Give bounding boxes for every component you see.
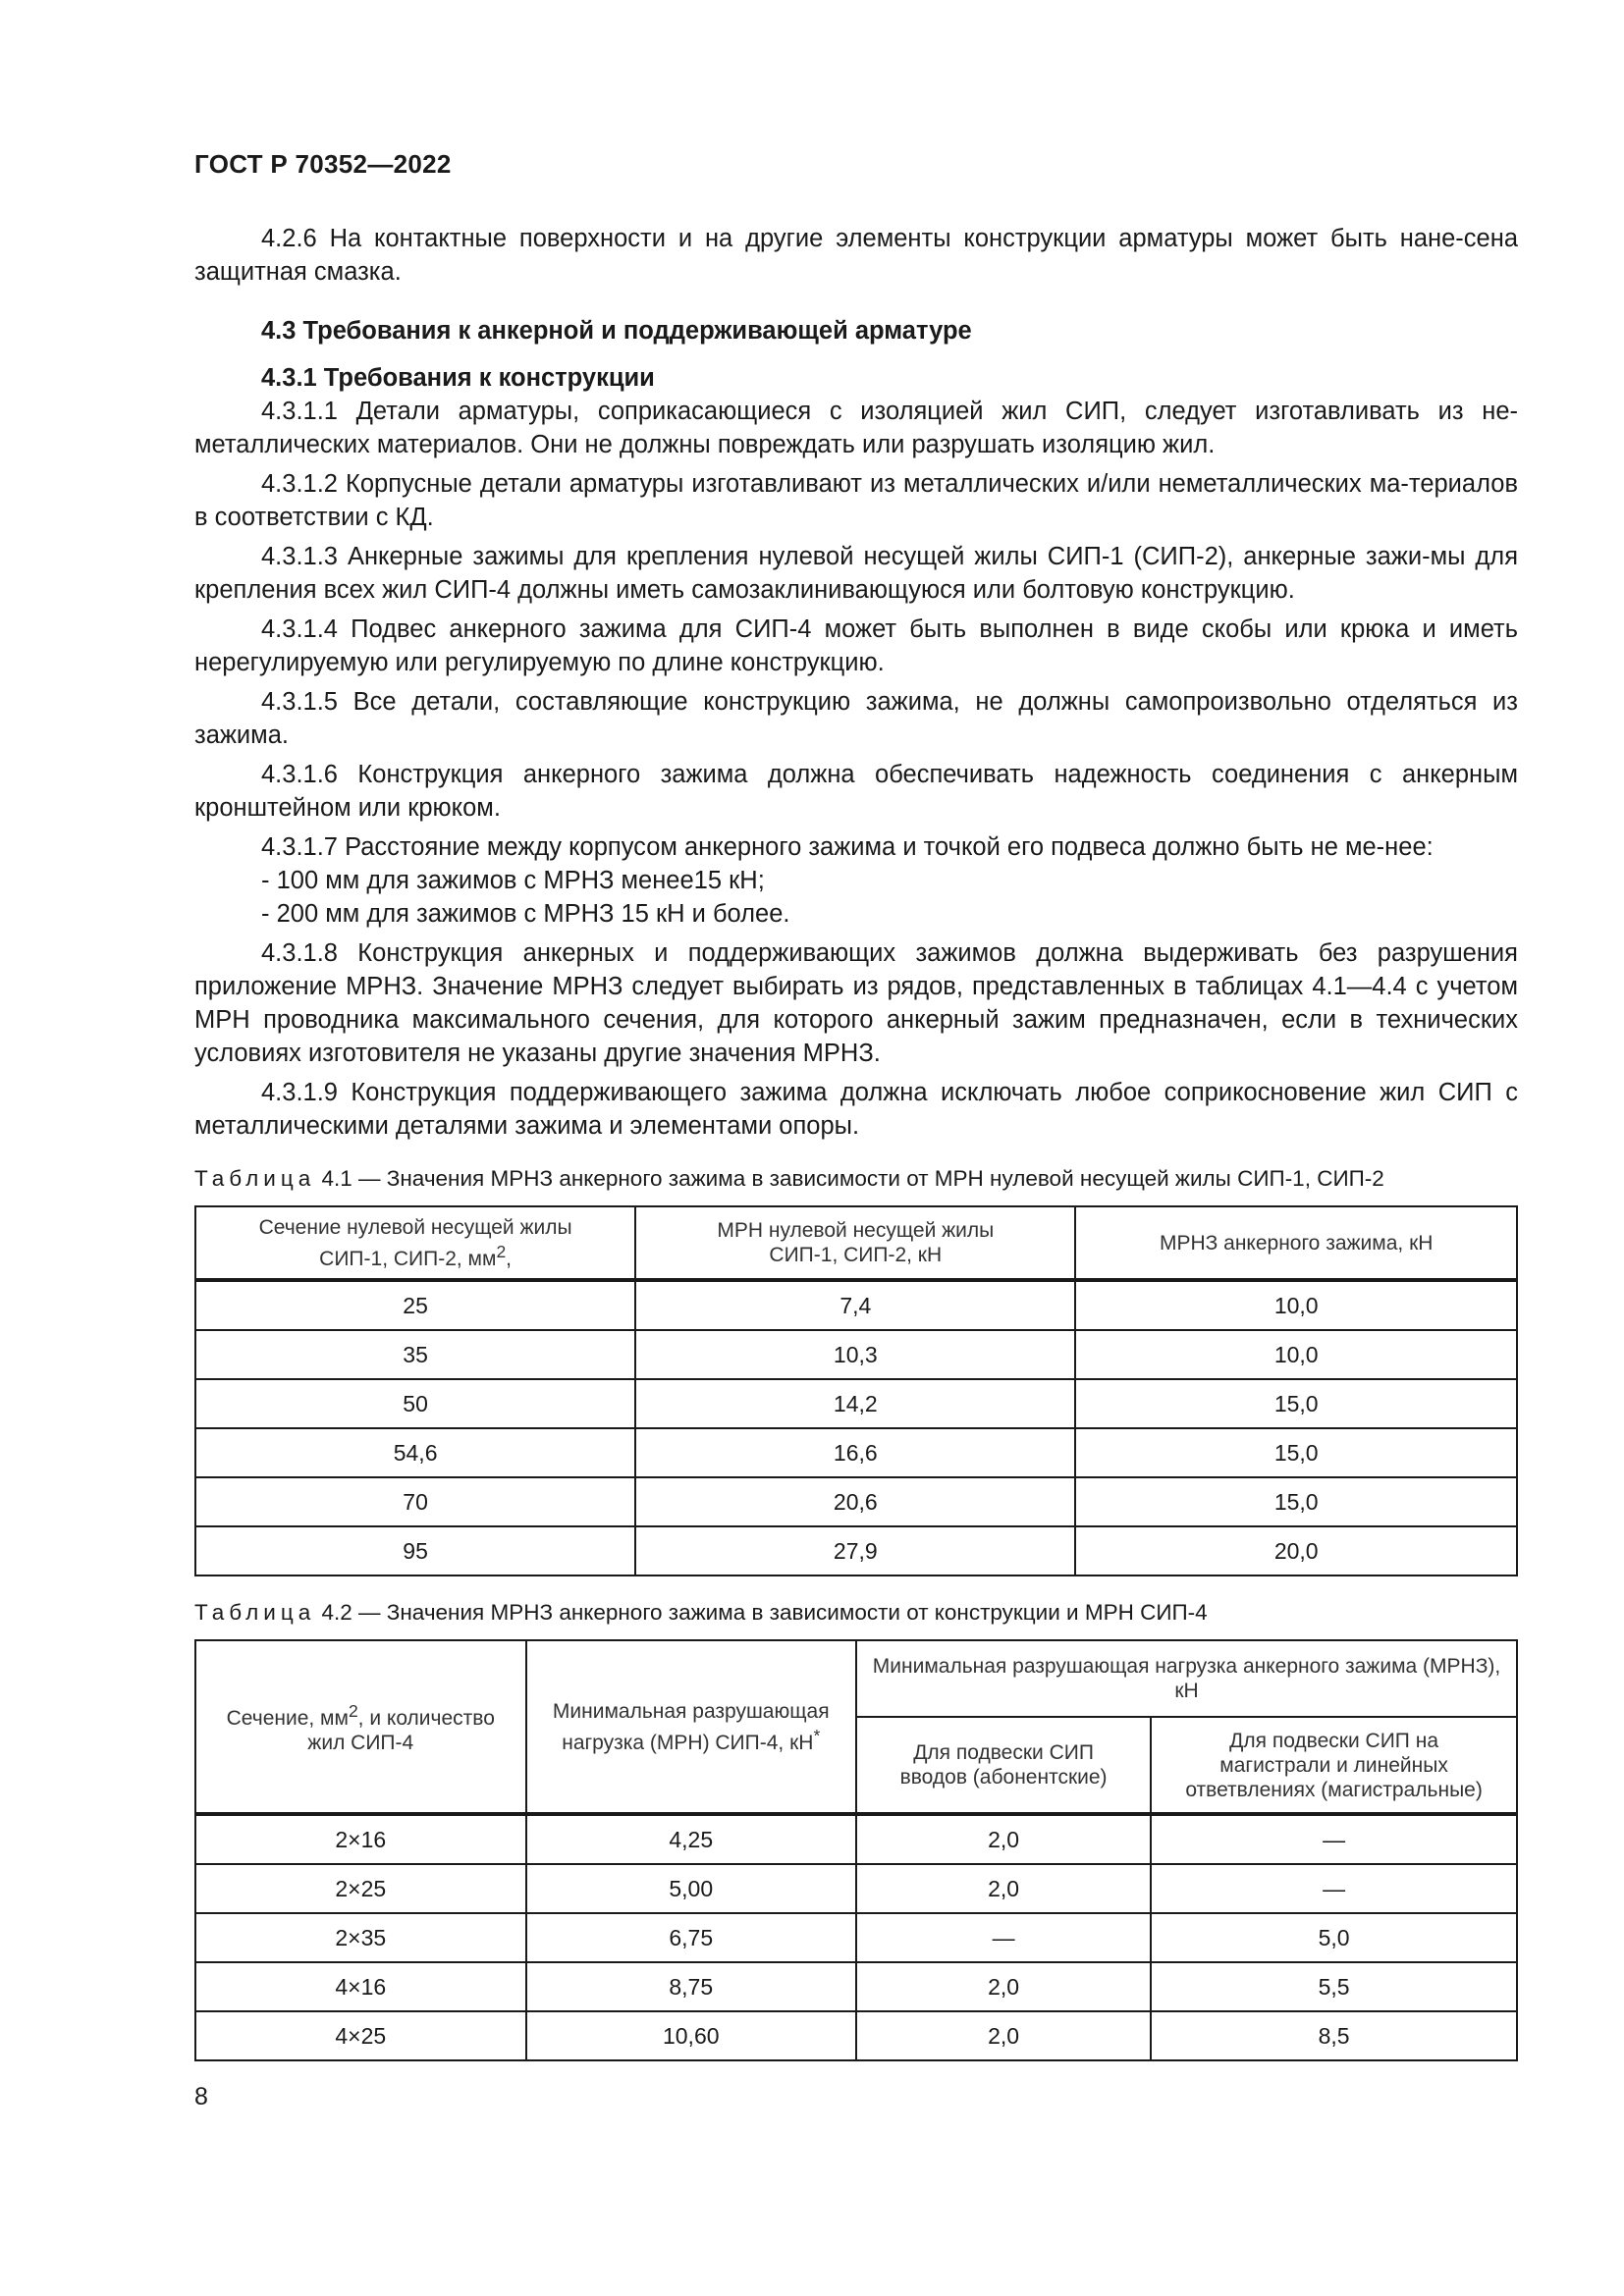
paragraph-4-3-1-6: 4.3.1.6 Конструкция анкерного зажима должна обеспечивать надежность соединения с анкерным кронштейном или крюком. [194,761,1518,822]
table-row [195,1477,1517,1526]
table-4-1-caption-word: Таблица [194,1166,316,1191]
table-cell: 10,0 [1075,1280,1517,1330]
table-row [195,1962,1517,2011]
table-row [195,1814,1517,1864]
header-text-line: Сечение, мм [226,1706,349,1730]
header-text-line: ответвлениях (магистральные) [1185,1778,1483,1801]
table-4-2 [194,1639,1518,2061]
table-4-1-header-mrn [635,1206,1075,1280]
table-4-2-header-row-1 [195,1640,1517,1717]
table-4-1-header-row [195,1206,1517,1280]
table-cell: 14,2 [635,1379,1075,1428]
paragraph-4-3-1-1: 4.3.1.1 Детали арматуры, соприкасающиеся с изоляцией жил СИП, следует изготавливать из не-металлических материалов. Они не должны повреждать или разрушать изоляцию жил. [194,398,1518,458]
table-row [195,1379,1517,1428]
table-row [195,1526,1517,1575]
table-cell: — [1151,1864,1517,1913]
table-cell: 15,0 [1075,1428,1517,1477]
table-cell: 20,6 [635,1477,1075,1526]
table-cell: 8,5 [1151,2011,1517,2060]
table-cell: 2×16 [195,1814,526,1864]
table-cell: 2×25 [195,1864,526,1913]
header-text-line: Сечение нулевой несущей жилы [258,1215,572,1239]
table-cell: 2,0 [856,2011,1151,2060]
table-4-2-header-section [195,1640,526,1814]
header-text-line: Для подвески СИП на [1229,1729,1438,1752]
table-cell: 15,0 [1075,1379,1517,1428]
table-cell: 2×35 [195,1913,526,1962]
paragraph-4-3-1-2: 4.3.1.2 Корпусные детали арматуры изготавливают из металлических и/или неметаллических ма-териалов в соответствии с КД. [194,470,1518,531]
table-cell: 16,6 [635,1428,1075,1477]
header-text-line: Минимальная разрушающая [552,1699,830,1723]
list-item-dash-1: - 100 мм для зажимов с МРНЗ менее15 кН; [261,867,765,894]
table-cell: 10,0 [1075,1330,1517,1379]
paragraph-4-3-1-7: 4.3.1.7 Расстояние между корпусом анкерного зажима и точкой его подвеса должно быть не ме-нее: [261,833,1434,861]
page-number: 8 [194,2083,208,2110]
subsection-heading-4-3-1: 4.3.1 Требования к конструкции [261,364,655,392]
paragraph-4-3-1-4: 4.3.1.4 Подвес анкерного зажима для СИП-4 может быть выполнен в виде скобы или крюка и иметь нерегулируемую или регулируемую по длине конструкцию. [194,615,1518,676]
table-4-2-header-subscriber [856,1717,1151,1814]
table-cell: 27,9 [635,1526,1075,1575]
table-cell: 10,3 [635,1330,1075,1379]
table-4-2-header-main-line [1151,1717,1517,1814]
table-cell: 4,25 [526,1814,857,1864]
header-text-line: , и количество [357,1706,495,1730]
header-text-line: СИП-1, СИП-2, кН [769,1244,943,1266]
table-cell: 10,60 [526,2011,857,2060]
header-text-suffix: , [506,1247,513,1270]
table-cell: 4×25 [195,2011,526,2060]
table-cell: 2,0 [856,1814,1151,1864]
table-cell: 35 [195,1330,635,1379]
table-cell: 2,0 [856,1962,1151,2011]
header-superscript: * [813,1725,821,1745]
table-row [195,1330,1517,1379]
table-cell: 5,0 [1151,1913,1517,1962]
section-heading-4-3: 4.3 Требования к анкерной и поддерживающей арматуре [261,317,972,345]
header-text-line: Для подвески СИП [913,1741,1094,1764]
table-4-1-caption-text: 4.1 — Значения МРНЗ анкерного зажима в зависимости от МРН нулевой несущей жилы СИП-1, СИП-2 [321,1166,1384,1191]
table-cell: 8,75 [526,1962,857,2011]
table-4-2-caption-text: 4.2 — Значения МРНЗ анкерного зажима в зависимости от конструкции и МРН СИП-4 [321,1600,1208,1625]
table-4-1-header-mrnz: МРНЗ анкерного зажима, кН [1075,1206,1517,1280]
table-row [195,2011,1517,2060]
table-cell: 25 [195,1280,635,1330]
table-cell: — [856,1913,1151,1962]
table-cell: 95 [195,1526,635,1575]
paragraph-4-3-1-9: 4.3.1.9 Конструкция поддерживающего зажима должна исключать любое соприкосновение жил СИП с металлическими деталями зажима и элементами опоры. [194,1079,1518,1140]
header-text-line: нагрузка (МРН) СИП-4, кН [562,1731,814,1754]
table-row [195,1280,1517,1330]
table-cell: 5,5 [1151,1962,1517,2011]
table-cell: 4×16 [195,1962,526,2011]
paragraph-4-3-1-8: 4.3.1.8 Конструкция анкерных и поддерживающих зажимов должна выдерживать без разрушения приложение МРНЗ. Значение МРНЗ следует выбирать из рядов, представленных в таблицах 4.1—4.4 с учетом МРН проводника максимального сечения, для которого анкерный зажим предназначен, если в технических условиях изготовителя не указаны другие значения МРНЗ. [194,939,1518,1067]
table-cell: 15,0 [1075,1477,1517,1526]
table-4-1-caption [194,1164,1518,1194]
table-cell: 7,4 [635,1280,1075,1330]
table-4-1-header-section [195,1206,635,1280]
table-4-2-header-mrn [526,1640,857,1814]
header-text-line: МРН нулевой несущей жилы [717,1219,995,1242]
table-cell: 70 [195,1477,635,1526]
table-cell: 50 [195,1379,635,1428]
table-cell: 54,6 [195,1428,635,1477]
header-text-line: СИП-1, СИП-2, мм [319,1247,497,1270]
table-row [195,1864,1517,1913]
paragraph-4-3-1-5: 4.3.1.5 Все детали, составляющие конструкцию зажима, не должны самопроизвольно отделяться из зажима. [194,688,1518,749]
table-4-2-caption-word: Таблица [194,1600,316,1625]
document-code-header: ГОСТ Р 70352—2022 [194,149,452,179]
header-text-line: вводов (абонентские) [899,1766,1108,1789]
table-cell: 6,75 [526,1913,857,1962]
table-cell: 2,0 [856,1864,1151,1913]
table-cell: — [1151,1814,1517,1864]
paragraph-4-2-6: 4.2.6 На контактные поверхности и на другие элементы конструкции арматуры может быть нане-сена защитная смазка. [194,225,1518,286]
table-4-2-caption [194,1598,1518,1628]
page-content [194,222,1518,2061]
table-4-2-header-mrnz-group: Минимальная разрушающая нагрузка анкерного зажима (МРНЗ), кН [856,1640,1517,1717]
header-text-line: жил СИП-4 [307,1731,414,1754]
table-cell: 5,00 [526,1864,857,1913]
header-text-line: магистрали и линейных [1219,1753,1448,1777]
table-4-1 [194,1205,1518,1576]
header-superscript: 2 [496,1241,507,1261]
list-item-dash-2: - 200 мм для зажимов с МРНЗ 15 кН и более. [261,900,790,928]
paragraph-4-3-1-3: 4.3.1.3 Анкерные зажимы для крепления нулевой несущей жилы СИП-1 (СИП-2), анкерные зажи-мы для крепления всех жил СИП-4 должны иметь самозаклинивающуюся или болтовую конструкцию. [194,543,1518,604]
table-row [195,1913,1517,1962]
table-cell: 20,0 [1075,1526,1517,1575]
header-superscript: 2 [348,1700,358,1721]
table-row [195,1428,1517,1477]
